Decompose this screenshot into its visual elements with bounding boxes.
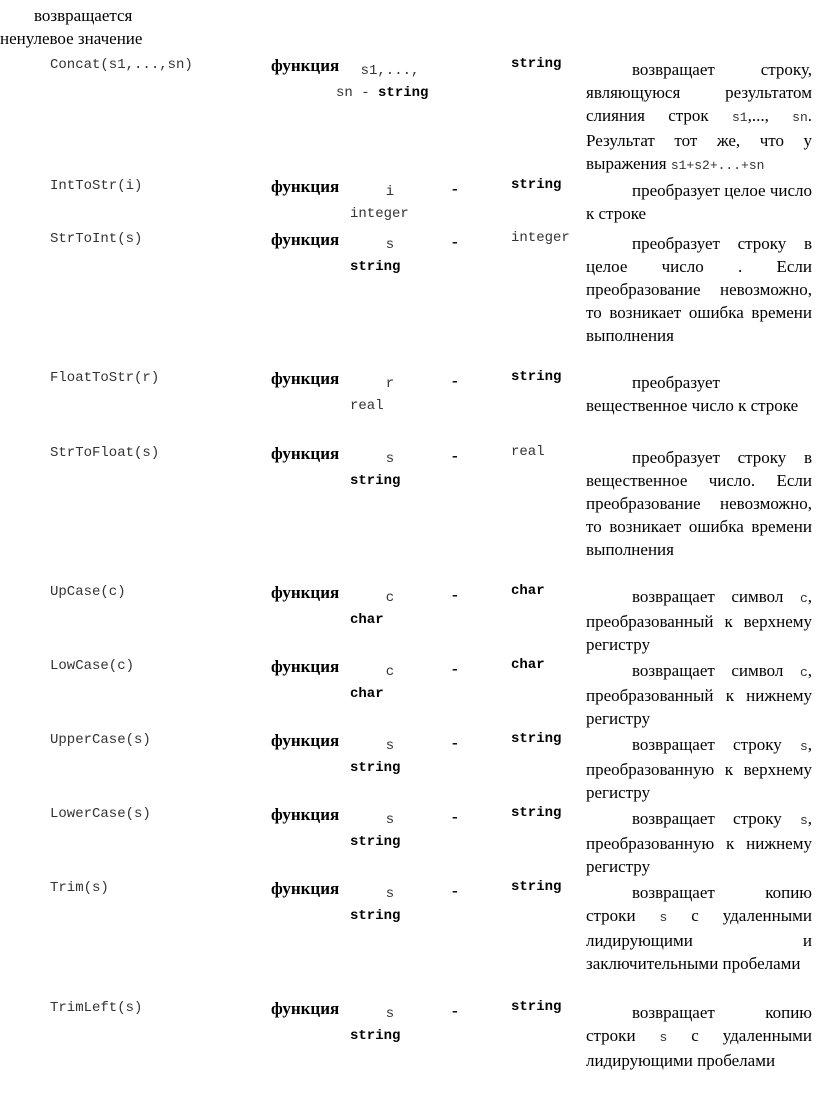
parameter-type: char bbox=[350, 686, 384, 702]
description-text: возвращает символ bbox=[632, 587, 800, 606]
parameter-type: integer bbox=[350, 206, 409, 222]
function-kind: функция bbox=[271, 369, 340, 388]
function-name: UpperCase(s) bbox=[50, 732, 151, 748]
parameter-name: s1,..., bbox=[360, 63, 420, 79]
description-text: , преобразованную к верхнему регистру bbox=[586, 735, 812, 802]
inline-code: sn bbox=[792, 110, 808, 125]
parameter-name: i bbox=[385, 184, 395, 200]
return-type: string bbox=[511, 805, 562, 821]
return-type: string bbox=[511, 56, 562, 72]
function-name: FloatToStr(r) bbox=[50, 370, 160, 386]
parameter-type: real bbox=[350, 398, 384, 414]
parameter-type: string bbox=[350, 473, 401, 489]
parameter-type: string bbox=[350, 1028, 401, 1044]
description bbox=[586, 807, 812, 878]
parameter-cell bbox=[350, 373, 462, 417]
return-type: real bbox=[511, 444, 545, 460]
parameter-cell bbox=[350, 234, 462, 278]
parameter-type: char bbox=[350, 612, 384, 628]
return-type: string bbox=[511, 369, 562, 385]
description-text: . Результат тот же, что у выражения bbox=[586, 106, 813, 173]
description-text: возвращает строку, являющуюся результатом слияния строк bbox=[586, 60, 812, 125]
parameter-extra: sn - bbox=[336, 85, 379, 101]
function-name: TrimLeft(s) bbox=[50, 1000, 143, 1016]
function-kind: функция bbox=[271, 657, 340, 676]
continuation-line-2: ненулевое значение bbox=[0, 29, 143, 48]
description bbox=[586, 371, 812, 417]
description-text: возвращает копию строки bbox=[586, 1003, 812, 1045]
description-text: преобразует вещественное число к строке bbox=[586, 373, 799, 415]
parameter-type: string bbox=[378, 85, 429, 101]
function-kind: функция bbox=[271, 56, 340, 75]
function-kind: функция bbox=[271, 879, 340, 898]
parameter-name: s bbox=[385, 886, 395, 902]
parameter-dash: - bbox=[452, 232, 458, 251]
function-name: LowerCase(s) bbox=[50, 806, 151, 822]
parameter-name: s bbox=[385, 451, 395, 467]
description-text: возвращает символ bbox=[632, 661, 800, 680]
return-type: integer bbox=[511, 230, 570, 246]
description-text: возвращает копию строки bbox=[586, 883, 812, 925]
function-kind: функция bbox=[271, 805, 340, 824]
parameter-dash: - bbox=[452, 179, 458, 198]
parameter-dash: - bbox=[452, 585, 458, 604]
description bbox=[586, 179, 812, 225]
description-text: преобразует строку в вещественное число. Если преобразование невозможно, то возникает ошибка времени выполнения bbox=[586, 448, 812, 559]
parameter-dash: - bbox=[452, 733, 458, 752]
continuation-line-1: возвращается bbox=[34, 6, 133, 25]
return-type: string bbox=[511, 879, 562, 895]
inline-code: s bbox=[659, 1030, 668, 1045]
parameter-cell bbox=[336, 60, 462, 104]
function-name: StrToFloat(s) bbox=[50, 445, 160, 461]
description-text: , преобразованную к нижнему регистру bbox=[586, 809, 812, 876]
parameter-cell bbox=[350, 1003, 462, 1047]
parameter-dash: - bbox=[452, 371, 458, 390]
description bbox=[586, 659, 812, 730]
description bbox=[586, 58, 812, 177]
function-kind: функция bbox=[271, 731, 340, 750]
return-type: string bbox=[511, 731, 562, 747]
function-name: Trim(s) bbox=[50, 880, 109, 896]
parameter-cell bbox=[350, 735, 462, 779]
parameter-name: c bbox=[385, 664, 395, 680]
parameter-cell bbox=[350, 661, 462, 705]
parameter-type: string bbox=[350, 834, 401, 850]
parameter-name: c bbox=[385, 590, 395, 606]
description bbox=[586, 446, 812, 561]
description bbox=[586, 733, 812, 804]
function-kind: функция bbox=[271, 444, 340, 463]
description-text: возвращает строку bbox=[632, 735, 800, 754]
parameter-name: s bbox=[385, 1006, 395, 1022]
parameter-cell bbox=[350, 883, 462, 927]
inline-code: s1+s2+...+sn bbox=[670, 158, 765, 173]
parameter-name: s bbox=[385, 812, 395, 828]
parameter-cell bbox=[350, 181, 462, 225]
description bbox=[586, 881, 812, 975]
description-text: с удаленными лидирующими и заключительными пробелами bbox=[586, 906, 812, 973]
description-text: с удаленными лидирующими пробелами bbox=[586, 1026, 812, 1070]
return-type: string bbox=[511, 177, 562, 193]
parameter-cell bbox=[350, 448, 462, 492]
parameter-cell bbox=[350, 587, 462, 631]
parameter-cell bbox=[350, 809, 462, 853]
function-name: UpCase(c) bbox=[50, 584, 126, 600]
inline-code: c bbox=[799, 591, 808, 606]
parameter-name: r bbox=[385, 376, 395, 392]
description-text: преобразует целое число к строке bbox=[586, 181, 813, 223]
description-text: , преобразованный к верхнему регистру bbox=[586, 587, 812, 654]
description-text: ,..., bbox=[747, 106, 793, 125]
function-name: Concat(s1,...,sn) bbox=[50, 57, 193, 73]
function-name: StrToInt(s) bbox=[50, 231, 143, 247]
parameter-dash: - bbox=[452, 881, 458, 900]
parameter-dash: - bbox=[452, 807, 458, 826]
parameter-name: s bbox=[385, 738, 395, 754]
parameter-type: string bbox=[350, 908, 401, 924]
description bbox=[586, 232, 812, 347]
description bbox=[586, 585, 812, 656]
inline-code: c bbox=[799, 665, 808, 680]
return-type: char bbox=[511, 657, 545, 673]
parameter-name: s bbox=[385, 237, 395, 253]
inline-code: s1 bbox=[732, 110, 748, 125]
description-text: преобразует строку в целое число . Если преобразование невозможно, то возникает ошибка времени выполнения bbox=[586, 234, 812, 345]
description bbox=[586, 1001, 812, 1072]
description-text: , преобразованный к нижнему регистру bbox=[586, 661, 812, 728]
function-kind: функция bbox=[271, 999, 340, 1018]
parameter-dash: - bbox=[452, 1001, 458, 1020]
function-name: LowCase(c) bbox=[50, 658, 135, 674]
description-text: возвращает строку bbox=[632, 809, 800, 828]
parameter-type: string bbox=[350, 760, 401, 776]
continuation-text bbox=[0, 4, 300, 50]
return-type: string bbox=[511, 999, 562, 1015]
function-kind: функция bbox=[271, 230, 340, 249]
return-type: char bbox=[511, 583, 545, 599]
parameter-dash: - bbox=[452, 659, 458, 678]
function-kind: функция bbox=[271, 177, 340, 196]
inline-code: s bbox=[799, 739, 808, 754]
inline-code: s bbox=[799, 813, 808, 828]
function-kind: функция bbox=[271, 583, 340, 602]
inline-code: s bbox=[659, 910, 668, 925]
parameter-dash: - bbox=[452, 446, 458, 465]
function-name: IntToStr(i) bbox=[50, 178, 143, 194]
parameter-type: string bbox=[350, 259, 401, 275]
